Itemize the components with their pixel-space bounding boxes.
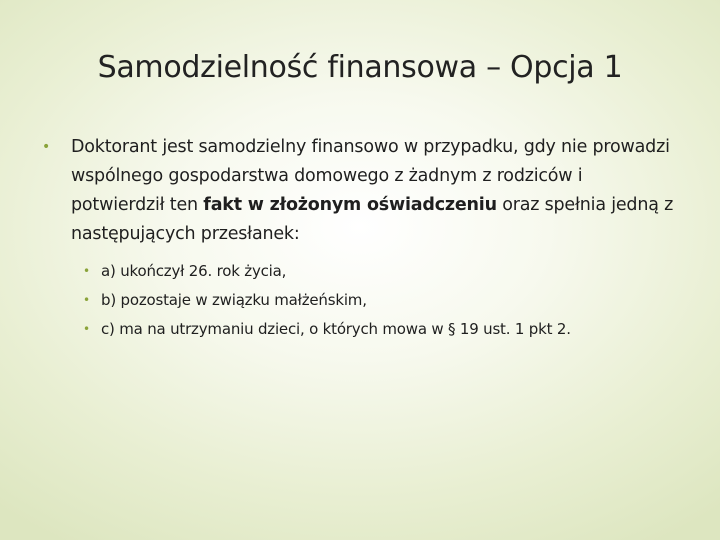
bullet-icon: • (83, 322, 90, 336)
slide-title: Samodzielność finansowa – Opcja 1 (97, 50, 623, 85)
main-bullet-point (38, 133, 678, 249)
slide-body (38, 133, 678, 344)
bullet-icon: • (83, 293, 90, 307)
sub-point-text: a) ukończył 26. rok życia, (101, 262, 287, 280)
sub-point-text: c) ma na utrzymaniu dzieci, o których mowa w § 19 ust. 1 pkt 2. (101, 320, 571, 338)
sub-point-item (83, 315, 678, 344)
bullet-icon: • (83, 264, 90, 278)
sub-point-list (38, 257, 678, 344)
sub-point-item (83, 257, 678, 286)
main-point-text-end: oraz spełnia jedną z następujących przesłanek: (71, 195, 674, 244)
sub-point-text: b) pozostaje w związku małżeńskim, (101, 291, 367, 309)
main-point-text-start: Doktorant jest samodzielny finansowo w przypadku, gdy nie prowadzi wspólnego gospodarstwa domowego z żadnym z rodziców i potwierdził ten (71, 137, 670, 215)
bullet-icon: • (42, 139, 51, 155)
sub-point-item (83, 286, 678, 315)
main-point-text-bold: fakt w złożonym oświadczeniu (203, 195, 497, 215)
